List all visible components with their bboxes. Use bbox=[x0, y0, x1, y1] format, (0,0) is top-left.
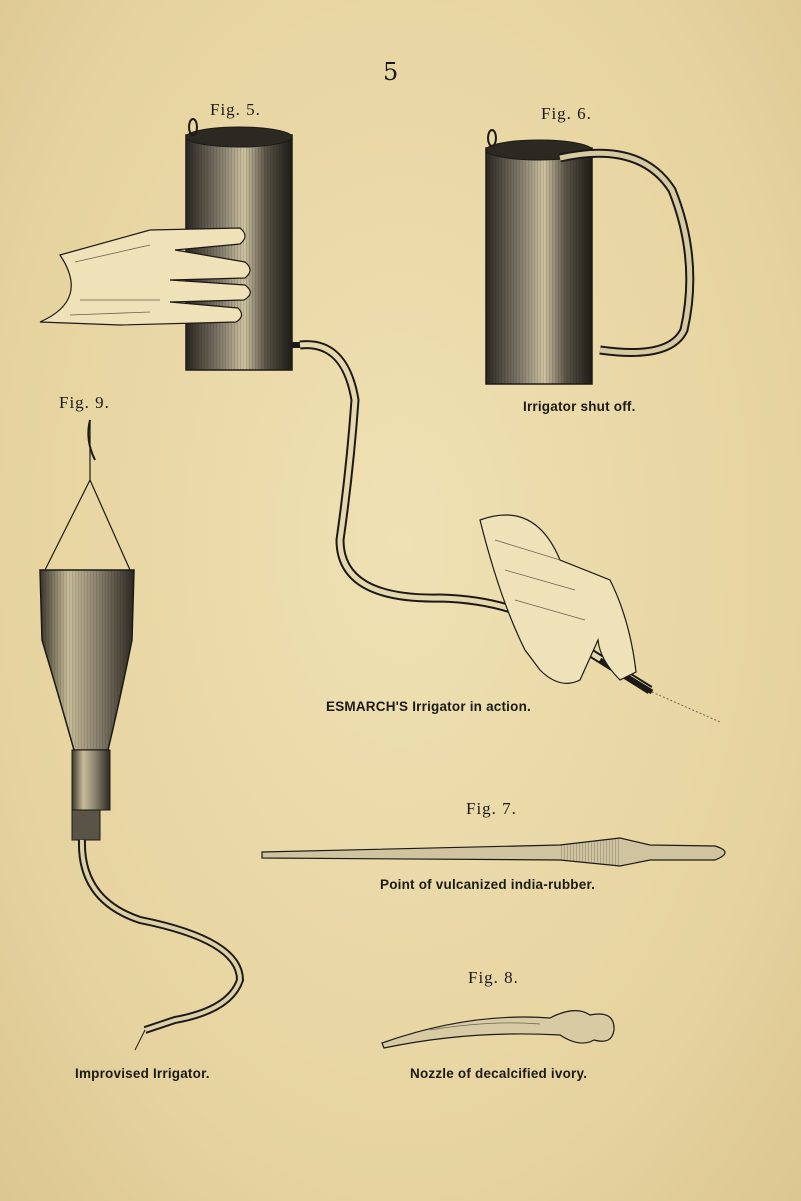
fig5-label: Fig. 5. bbox=[210, 100, 261, 119]
fig8-nozzle-icon bbox=[382, 1011, 614, 1048]
fig6-irrigator-can-icon bbox=[486, 130, 690, 384]
fig6-label: Fig. 6. bbox=[541, 104, 592, 123]
fig8-caption: Nozzle of decalcified ivory. bbox=[410, 1066, 588, 1081]
fig9-bottle-irrigator-icon bbox=[40, 420, 240, 1050]
fig9-label: Fig. 9. bbox=[59, 393, 110, 412]
fig7-label: Fig. 7. bbox=[466, 799, 517, 818]
fig7-caption: Point of vulcanized india-rubber. bbox=[380, 877, 596, 892]
fig6-caption: Irrigator shut off. bbox=[523, 399, 636, 414]
fig9-caption: Improvised Irrigator. bbox=[75, 1066, 210, 1081]
main-caption: ESMARCH'S Irrigator in action. bbox=[326, 699, 531, 714]
main-hand-icon bbox=[480, 515, 636, 683]
fig7-nozzle-icon bbox=[262, 838, 725, 866]
page-number: 5 bbox=[383, 58, 399, 86]
fig8-label: Fig. 8. bbox=[468, 968, 519, 987]
fig5-hand-icon bbox=[40, 228, 250, 325]
